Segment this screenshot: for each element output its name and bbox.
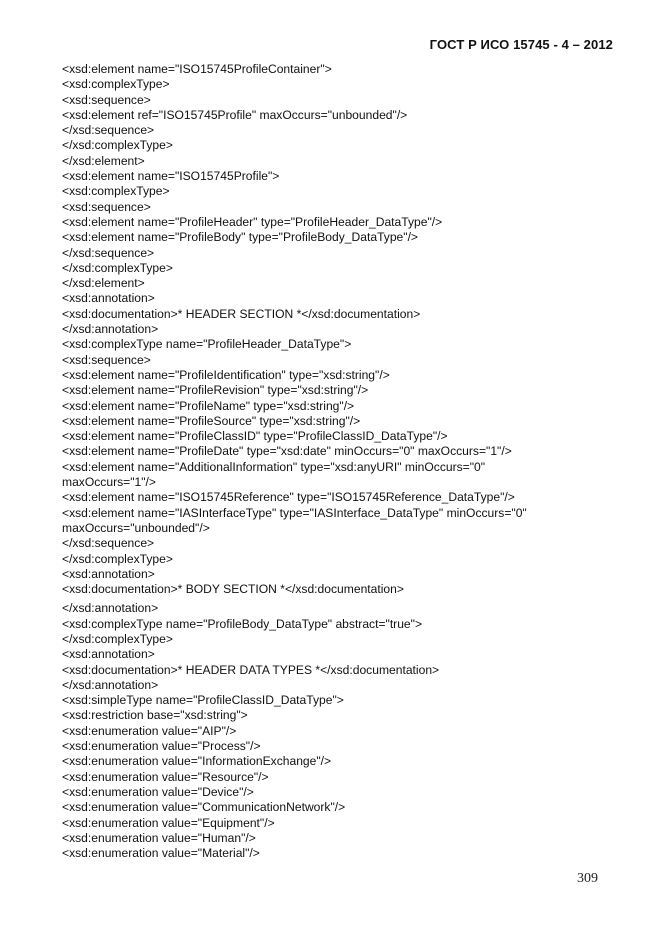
- code-line: maxOccurs="1"/>: [62, 475, 156, 490]
- code-line: <xsd:enumeration value="Material"/>: [62, 846, 260, 861]
- code-line: <xsd:element name="ProfileBody" type="ProfileBody_DataType"/>: [62, 230, 418, 245]
- code-line: </xsd:complexType>: [62, 551, 173, 566]
- code-line: <xsd:complexType name="ProfileBody_DataType" abstract="true">: [62, 616, 423, 631]
- code-line: </xsd:sequence>: [62, 245, 155, 260]
- code-line: <xsd:element name="IASInterfaceType" type="IASInterface_DataType" minOccurs="0": [62, 505, 527, 520]
- code-line: <xsd:element name="ProfileName" type="xsd:string"/>: [62, 398, 355, 413]
- code-line: <xsd:annotation>: [62, 647, 155, 662]
- code-line: <xsd:enumeration value="Device"/>: [62, 784, 254, 799]
- code-line: </xsd:annotation>: [62, 677, 159, 692]
- code-line: <xsd:element name="ProfileRevision" type="xsd:string"/>: [62, 383, 369, 398]
- code-line: <xsd:complexType>: [62, 184, 170, 199]
- code-line: <xsd:element name="ISO15745Reference" type="ISO15745Reference_DataType"/>: [62, 490, 515, 505]
- code-line: <xsd:enumeration value="Resource"/>: [62, 769, 269, 784]
- code-line: </xsd:annotation>: [62, 322, 159, 337]
- code-line: <xsd:complexType>: [62, 77, 170, 92]
- code-line: </xsd:sequence>: [62, 123, 155, 138]
- code-line: <xsd:annotation>: [62, 566, 155, 581]
- code-line: <xsd:restriction base="xsd:string">: [62, 708, 248, 723]
- code-line: <xsd:sequence>: [62, 199, 151, 214]
- xsd-code-listing: [62, 62, 527, 861]
- code-line: </xsd:annotation>: [62, 601, 159, 616]
- code-line: </xsd:sequence>: [62, 536, 155, 551]
- code-line: </xsd:complexType>: [62, 138, 173, 153]
- code-line: <xsd:element name="ProfileSource" type="xsd:string"/>: [62, 413, 361, 428]
- code-line: <xsd:element name="ProfileDate" type="xsd:date" minOccurs="0" maxOccurs="1"/>: [62, 444, 512, 459]
- code-line: <xsd:annotation>: [62, 291, 155, 306]
- code-line: <xsd:enumeration value="Process"/>: [62, 739, 261, 754]
- code-line: </xsd:element>: [62, 276, 145, 291]
- code-line: <xsd:enumeration value="Human"/>: [62, 830, 256, 845]
- code-line: <xsd:element name="AdditionalInformation" type="xsd:anyURI" minOccurs="0": [62, 459, 486, 474]
- code-line: <xsd:element name="ProfileClassID" type="ProfileClassID_DataType"/>: [62, 429, 448, 444]
- code-line: <xsd:documentation>* BODY SECTION *</xsd:documentation>: [62, 582, 404, 597]
- code-line: <xsd:element name="ISO15745ProfileContainer">: [62, 62, 332, 76]
- code-line: <xsd:simpleType name="ProfileClassID_DataType">: [62, 693, 344, 708]
- code-line: <xsd:documentation>* HEADER DATA TYPES *</xsd:documentation>: [62, 662, 440, 677]
- code-line: </xsd:complexType>: [62, 631, 173, 646]
- code-line: <xsd:enumeration value="Equipment"/>: [62, 815, 275, 830]
- code-line: <xsd:enumeration value="AIP"/>: [62, 723, 237, 738]
- code-line: <xsd:element ref="ISO15745Profile" maxOccurs="unbounded"/>: [62, 107, 408, 122]
- code-line: <xsd:element name="ProfileIdentification" type="xsd:string"/>: [62, 367, 390, 382]
- code-line: maxOccurs="unbounded"/>: [62, 520, 210, 535]
- page-number: 309: [577, 871, 598, 886]
- code-line: </xsd:complexType>: [62, 260, 173, 275]
- code-line: <xsd:element name="ISO15745Profile">: [62, 169, 280, 184]
- code-line: <xsd:element name="ProfileHeader" type="ProfileHeader_DataType"/>: [62, 214, 443, 229]
- code-line: <xsd:enumeration value="CommunicationNetwork"/>: [62, 800, 346, 815]
- code-line: <xsd:sequence>: [62, 352, 151, 367]
- document-header: ГОСТ Р ИСО 15745 - 4 – 2012: [429, 37, 613, 52]
- code-line: <xsd:enumeration value="InformationExchange"/>: [62, 754, 332, 769]
- code-line: <xsd:sequence>: [62, 92, 151, 107]
- code-line: <xsd:documentation>* HEADER SECTION *</xsd:documentation>: [62, 306, 421, 321]
- code-line: </xsd:element>: [62, 153, 145, 168]
- code-line: <xsd:complexType name="ProfileHeader_DataType">: [62, 337, 352, 352]
